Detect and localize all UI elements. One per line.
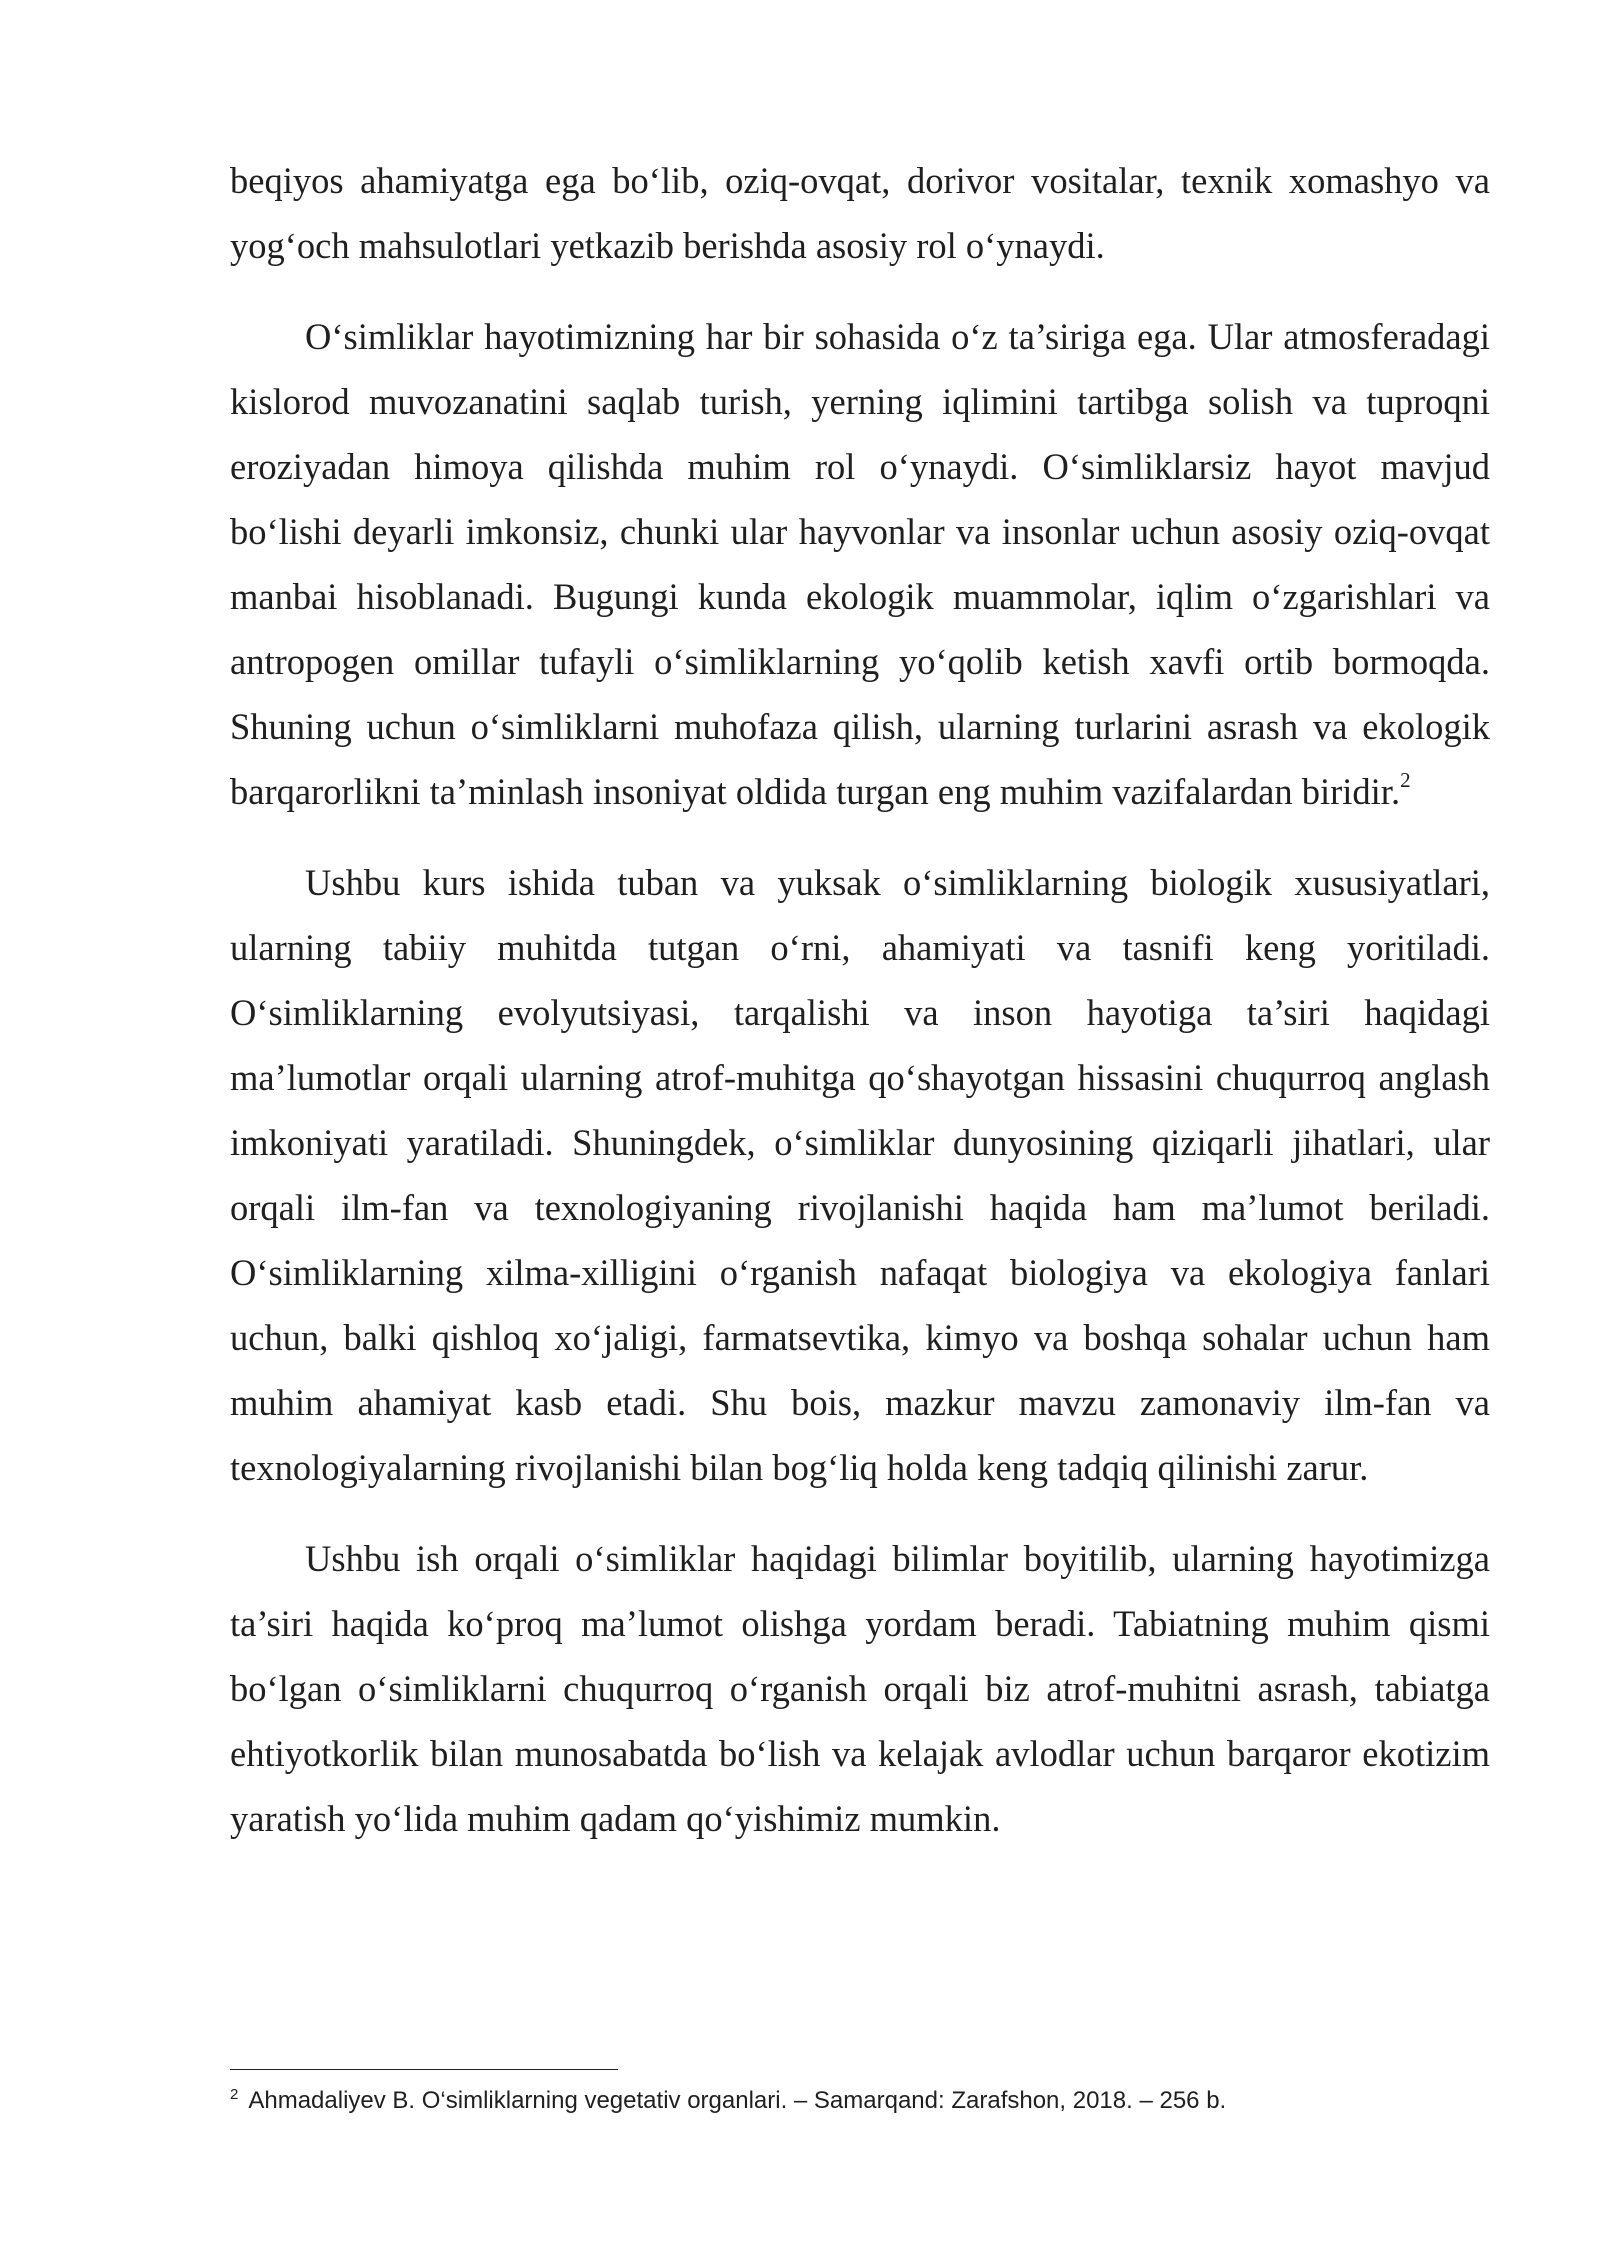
footnote-separator (230, 2069, 618, 2070)
document-page (230, 148, 1490, 1877)
paragraph-4-text: Ushbu ish orqali o‘simliklar haqidagi bilimlar boyitilib, ularning hayotimizga ta’siri haqida ko‘proq ma’lumot olishga yordam beradi. Tabiatning muhim qismi bo‘lgan o‘simliklarni chuqurroq o‘rganish orqali biz atrof-muhitni asrash, tabiatga ehtiyotkorlik bilan munosabatda bo‘lish va kelajak avlodlar uchun barqaror ekotizim yaratish yo‘lida muhim qadam qo‘yishimiz mumkin. (230, 1538, 1490, 1839)
paragraph-4 (230, 1526, 1490, 1851)
paragraph-2-text: O‘simliklar hayotimizning har bir sohasida o‘z ta’siriga ega. Ular atmosferadagi kislorod muvozanatini saqlab turish, yerning iqlimini tartibga solish va tuproqni eroziyadan himoya qilishda muhim rol o‘ynaydi. O‘simliklarsiz hayot mavjud bo‘lishi deyarli imkonsiz, chunki ular hayvonlar va insonlar uchun asosiy oziq-ovqat manbai hisoblanadi. Bugungi kunda ekologik muammolar, iqlim o‘zgarishlari va antropogen omillar tufayli o‘simliklarning yo‘qolib ketish xavfi ortib bormoqda. Shuning uchun o‘simliklarni muhofaza qilish, ularning turlarini asrash va ekologik barqarorlikni ta’minlash insoniyat oldida turgan eng muhim vazifalardan biridir. (230, 316, 1490, 812)
footnote-number: 2 (230, 2086, 239, 2103)
paragraph-1 (230, 148, 1490, 278)
footnote-text: Ahmadaliyev B. O‘simliklarning vegetativ organlari. – Samarqand: Zarafshon, 2018. – 256 b. (248, 2087, 1227, 2114)
paragraph-3-text: Ushbu kurs ishida tuban va yuksak o‘simliklarning biologik xususiyatlari, ularning tabiiy muhitda tutgan o‘rni, ahamiyati va tasnifi keng yoritiladi. O‘simliklarning evolyutsiyasi, tarqalishi va inson hayotiga ta’siri haqidagi ma’lumotlar orqali ularning atrof-muhitga qo‘shayotgan hissasini chuqurroq anglash imkoniyati yaratiladi. Shuningdek, o‘simliklar dunyosining qiziqarli jihatlari, ular orqali ilm-fan va texnologiyaning rivojlanishi haqida ham ma’lumot beriladi. O‘simliklarning xilma-xilligini o‘rganish nafaqat biologiya va ekologiya fanlari uchun, balki qishloq xo‘jaligi, farmatsevtika, kimyo va boshqa sohalar uchun ham muhim ahamiyat kasb etadi. Shu bois, mazkur mavzu zamonaviy ilm-fan va texnologiyalarning rivojlanishi bilan bog‘liq holda keng tadqiq qilinishi zarur. (230, 862, 1490, 1488)
footnote-reference[interactable]: 2 (1400, 767, 1411, 792)
paragraph-2 (230, 304, 1490, 824)
paragraph-3 (230, 850, 1490, 1500)
paragraph-1-text: beqiyos ahamiyatga ega bo‘lib, oziq-ovqat, dorivor vositalar, texnik xomashyo va yog‘och mahsulotlari yetkazib berishda asosiy rol o‘ynaydi. (230, 160, 1490, 266)
footnote (230, 2084, 1490, 2118)
